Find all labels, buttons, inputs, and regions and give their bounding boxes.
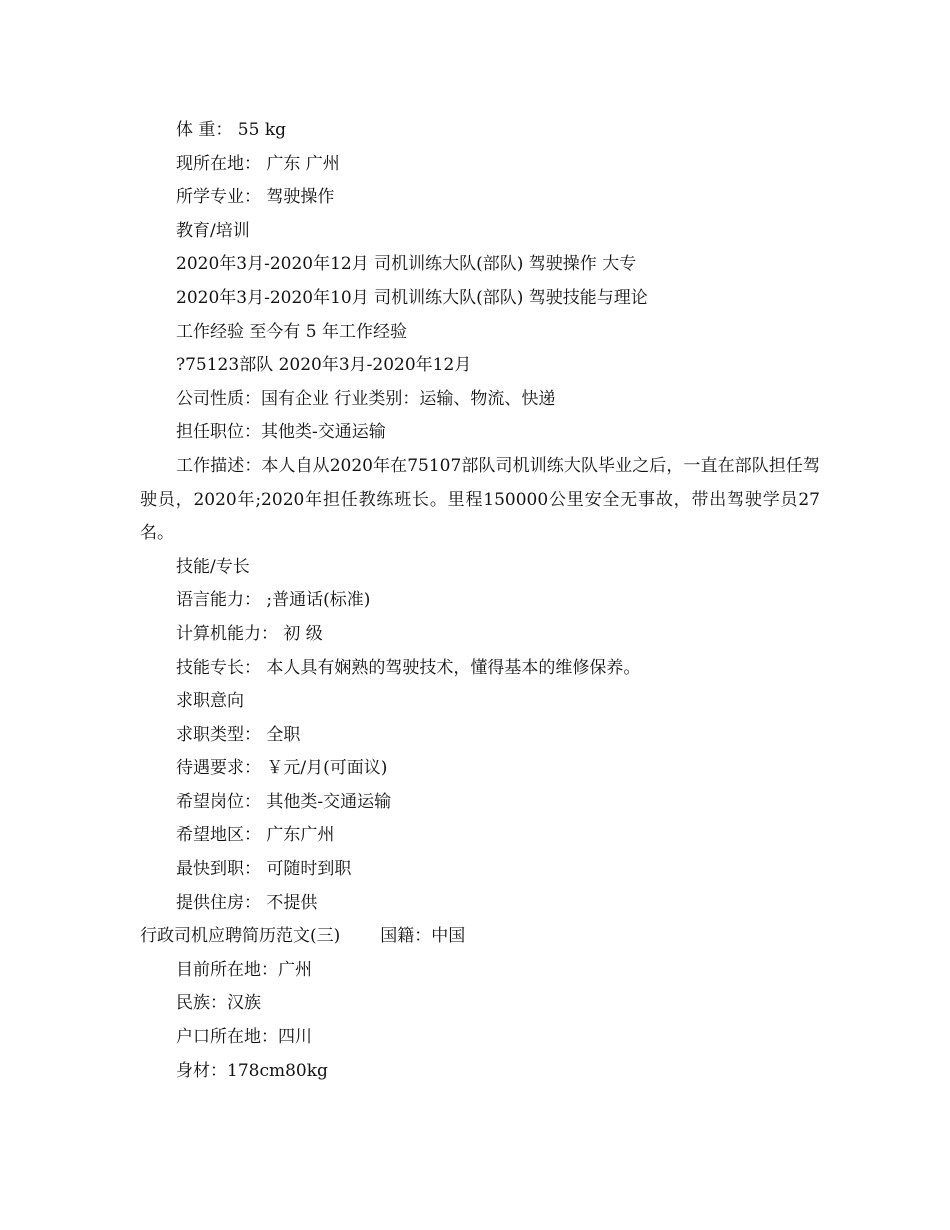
ethnicity-line: 民族：汉族 xyxy=(176,993,261,1014)
major-line: 所学专业： 驾驶操作 xyxy=(176,187,335,208)
housing-line: 提供住房： 不提供 xyxy=(176,892,318,913)
skills-heading: 技能/专长 xyxy=(176,556,250,577)
current-city-line: 目前所在地：广州 xyxy=(176,959,312,980)
hukou-line: 户口所在地：四川 xyxy=(176,1027,312,1048)
body-stats-line: 身材：178cm80kg xyxy=(176,1060,328,1081)
skill-specialty-line: 技能专长： 本人具有娴熟的驾驶技术，懂得基本的维修保养。 xyxy=(176,657,641,678)
language-ability-line: 语言能力： ;普通话(标准) xyxy=(176,590,371,611)
company-type-line: 公司性质：国有企业 行业类别：运输、物流、快递 xyxy=(176,388,556,409)
current-location-line: 现所在地： 广东 广州 xyxy=(176,153,340,174)
desired-region-line: 希望地区： 广东广州 xyxy=(176,825,335,846)
section-title: 行政司机应聘简历范文(三) xyxy=(140,926,341,947)
section-title-line xyxy=(140,920,820,954)
work-description-paragraph: 工作描述：本人自从2020年在75107部队司机训练大队毕业之后，一直在部队担任驾驶员，2020年;2020年担任教练班长。里程150000公里安全无事故，带出驾驶学员27名。 xyxy=(140,455,820,544)
job-type-line: 求职类型： 全职 xyxy=(176,724,301,745)
earliest-start-line: 最快到职： 可随时到职 xyxy=(176,859,352,880)
salary-requirement-line: 待遇要求： ￥元/月(可面议) xyxy=(176,758,388,779)
work-entry-unit: ?75123部队 2020年3月-2020年12月 xyxy=(176,355,472,376)
computer-ability-line: 计算机能力： 初 级 xyxy=(176,623,323,644)
weight-line: 体 重： 55 kg xyxy=(176,120,287,140)
resume-content xyxy=(140,114,820,1088)
work-experience-heading: 工作经验 至今有 5 年工作经验 xyxy=(176,321,408,342)
desired-position-line: 希望岗位： 其他类-交通运输 xyxy=(176,791,392,812)
job-intention-heading: 求职意向 xyxy=(176,691,244,712)
education-entry-2: 2020年3月-2020年10月 司机训练大队(部队) 驾驶技能与理论 xyxy=(176,287,648,308)
position-line: 担任职位：其他类-交通运输 xyxy=(176,422,386,443)
education-entry-1: 2020年3月-2020年12月 司机训练大队(部队) 驾驶操作 大专 xyxy=(176,254,637,275)
education-heading: 教育/培训 xyxy=(176,220,250,241)
nationality: 国籍：中国 xyxy=(380,926,466,947)
